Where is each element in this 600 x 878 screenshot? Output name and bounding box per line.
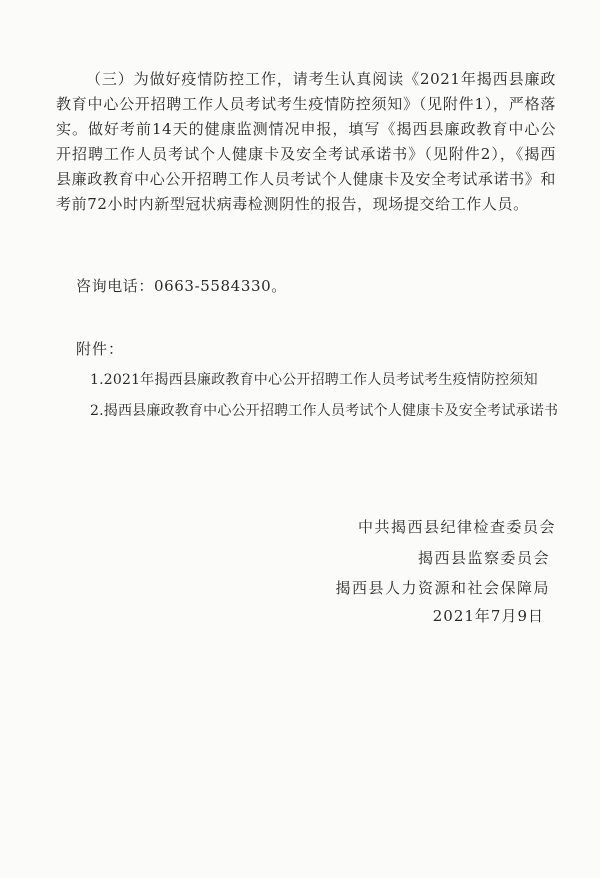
- attachment-item-2: 2.揭西县廉政教育中心公开招聘工作人员考试个人健康卡及安全考试承诺书: [90, 403, 559, 419]
- attachments-heading: 附件：: [76, 340, 125, 358]
- consult-phone: 咨询电话：0663-5584330。: [76, 277, 287, 295]
- attachment-item-1: 1.2021年揭西县廉政教育中心公开招聘工作人员考试考生疫情防控须知: [90, 372, 538, 388]
- signature-org-3: 揭西县人力资源和社会保障局: [335, 579, 550, 597]
- signature-date: 2021年7月9日: [432, 607, 544, 625]
- body-paragraph-3: （三）为做好疫情防控工作，请考生认真阅读《2021年揭西县廉政教育中心公开招聘工作人员考试考生疫情防控须知》（见附件1），严格落实。做好考前14天的健康监测情况申报，填写《揭西县廉政教育中心公开招聘工作人员考试个人健康卡及安全考试承诺书》（见附件2），《揭西县廉政教育中心公开招聘工作人员考试个人健康卡及安全考试承诺书》和考前72小时内新型冠状病毒检测阴性的报告，现场提交给工作人员。: [56, 70, 556, 213]
- signature-org-2: 揭西县监察委员会: [417, 549, 550, 567]
- signature-org-1: 中共揭西县纪律检查委员会: [357, 518, 556, 536]
